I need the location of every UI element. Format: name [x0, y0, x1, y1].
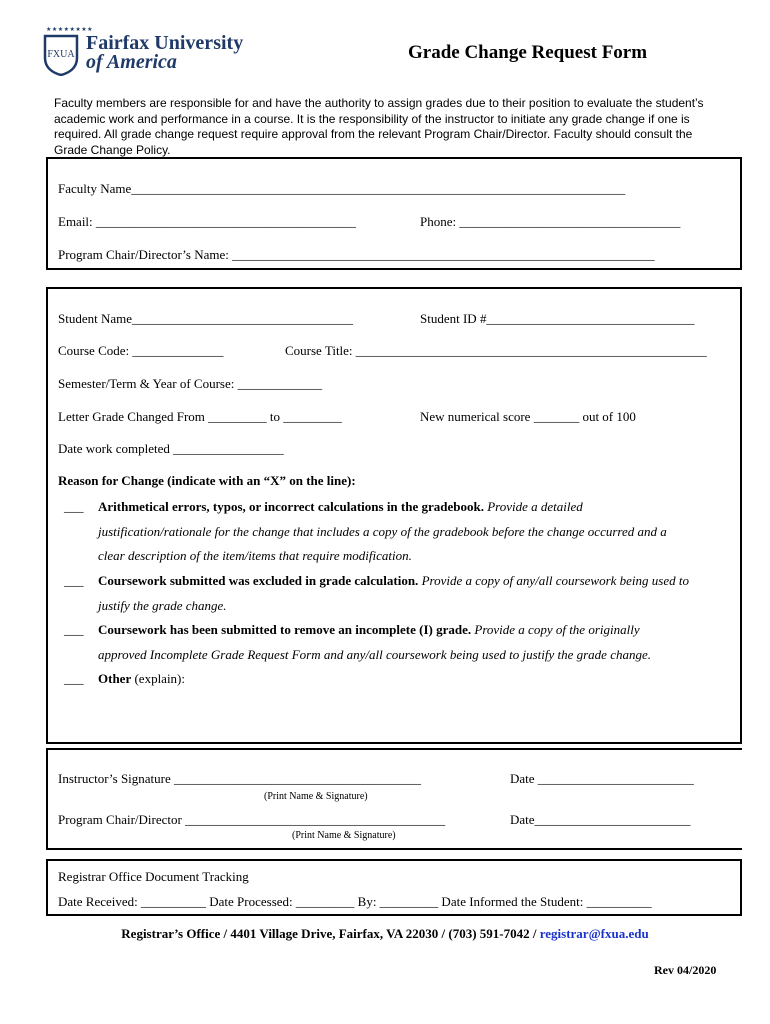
- reason-3-instructions-2: approved Incomplete Grade Request Form and any/all coursework being used to justify the grade change.: [98, 647, 651, 662]
- reason-2-instructions-2: justify the grade change.: [98, 598, 227, 613]
- logo-stars: ★★★★★★★★: [46, 27, 94, 33]
- logo-text-line1: Fairfax University: [86, 32, 244, 54]
- page-title: Grade Change Request Form: [408, 42, 648, 63]
- program-chair-date-field[interactable]: Date________________________: [510, 812, 691, 827]
- program-chair-name-field[interactable]: Program Chair/Director’s Name: _________________________________________________________________: [58, 247, 655, 262]
- registrar-heading: Registrar Office Document Tracking: [58, 869, 249, 884]
- logo-abbrev: FXUA: [47, 49, 75, 60]
- instructor-signature-field[interactable]: Instructor’s Signature ______________________________________: [58, 771, 422, 786]
- program-chair-caption: (Print Name & Signature): [292, 830, 396, 841]
- letter-grade-field[interactable]: Letter Grade Changed From _________ to _________: [58, 409, 342, 424]
- reason-1-title: Arithmetical errors, typos, or incorrect calculations in the gradebook.: [98, 499, 484, 514]
- logo-text-line2: of America: [86, 51, 177, 73]
- student-name-field[interactable]: Student Name__________________________________: [58, 311, 354, 326]
- email-field[interactable]: Email: ________________________________________: [58, 214, 356, 229]
- registrar-tracking-line[interactable]: Date Received: __________ Date Processed: _________ By: _________ Date Informed the Student: __________: [58, 894, 652, 909]
- signature-section: [46, 748, 742, 850]
- program-chair-signature-field[interactable]: Program Chair/Director ________________________________________: [58, 812, 446, 827]
- date-completed-field[interactable]: Date work completed _________________: [58, 441, 284, 456]
- university-logo: [43, 26, 243, 78]
- reason-1-text: [98, 499, 583, 515]
- reason-2-instructions: Provide a copy of any/all coursework being used to: [421, 573, 689, 588]
- intro-paragraph: Faculty members are responsible for and have the authority to assign grades due to their position to evaluate the student’s academic work and performance in a course. It is the responsibility of the instructor to initiate any grade change if one is required. All grade change request require approval from the relevant Program Chair/Director. Faculty should consult the Grade Change Policy.: [54, 96, 704, 157]
- revision-label: Rev 04/2020: [654, 963, 717, 977]
- reason-1-instructions: Provide a detailed: [487, 499, 583, 514]
- reason-4-text: [98, 671, 185, 687]
- reason-4-explain: (explain):: [134, 671, 186, 686]
- reason-3-text: [98, 622, 640, 638]
- faculty-info-section: [46, 157, 742, 270]
- reason-3-instructions: Provide a copy of the originally: [474, 622, 640, 637]
- reason-2-title: Coursework submitted was excluded in grade calculation.: [98, 573, 419, 588]
- numerical-score-field[interactable]: New numerical score _______ out of 100: [420, 409, 636, 424]
- reason-3-title: Coursework has been submitted to remove an incomplete (I) grade.: [98, 622, 472, 637]
- footer-address-text: Registrar’s Office / 4401 Village Drive, Fairfax, VA 22030 / (703) 591-7042 /: [121, 926, 540, 941]
- footer-address: [0, 926, 770, 942]
- reason-1-checkline[interactable]: ___: [64, 499, 84, 514]
- reason-2-text: [98, 573, 689, 589]
- reason-4-title: Other: [98, 671, 132, 686]
- instructor-date-field[interactable]: Date ________________________: [510, 771, 694, 786]
- shield-icon: [43, 34, 79, 76]
- semester-field[interactable]: Semester/Term & Year of Course: _____________: [58, 376, 323, 391]
- instructor-caption: (Print Name & Signature): [264, 791, 368, 802]
- course-code-field[interactable]: Course Code: ______________: [58, 343, 224, 358]
- reason-1-instructions-3: clear description of the item/items that require modification.: [98, 548, 412, 563]
- registrar-tracking-section: [46, 859, 742, 916]
- reason-4-checkline[interactable]: ___: [64, 671, 84, 686]
- faculty-name-field[interactable]: Faculty Name____________________________________________________________________________: [58, 181, 626, 196]
- student-id-field[interactable]: Student ID #________________________________: [420, 311, 695, 326]
- reason-1-instructions-2: justification/rationale for the change that includes a copy of the gradebook before the change occurred and a: [98, 524, 667, 539]
- phone-field[interactable]: Phone: __________________________________: [420, 214, 681, 229]
- reason-3-checkline[interactable]: ___: [64, 622, 84, 637]
- course-title-field[interactable]: Course Title: ______________________________________________________: [285, 343, 707, 358]
- reason-2-checkline[interactable]: ___: [64, 573, 84, 588]
- reason-heading: Reason for Change (indicate with an “X” on the line):: [58, 473, 356, 488]
- registrar-email-link[interactable]: registrar@fxua.edu: [539, 926, 649, 941]
- student-info-section: [46, 287, 742, 744]
